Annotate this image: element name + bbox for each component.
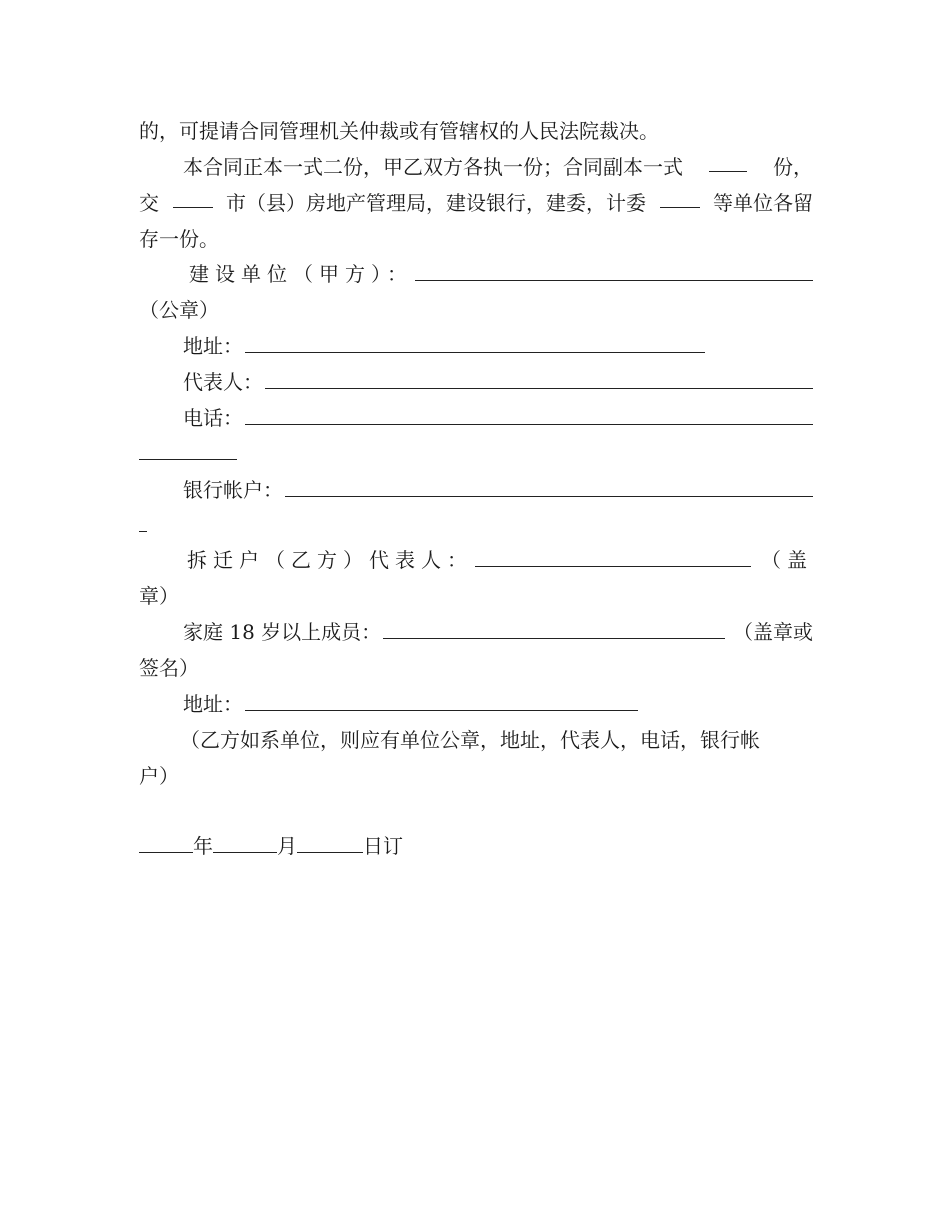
address-field[interactable] — [245, 688, 638, 711]
party-b-rep-row — [187, 542, 813, 578]
seal-text: （公章） — [139, 298, 219, 322]
copies-blank[interactable] — [709, 149, 747, 172]
day-field[interactable] — [297, 830, 363, 853]
party-b-address-row — [183, 686, 638, 722]
party-a-bank-row — [183, 472, 813, 508]
note-text: 户） — [139, 764, 179, 788]
seal-text: 签名） — [139, 656, 199, 680]
party-b-note — [180, 722, 813, 758]
members-seal — [139, 650, 813, 686]
members-field[interactable] — [383, 616, 725, 639]
rep-field[interactable] — [265, 366, 813, 389]
phone-field[interactable] — [245, 402, 813, 425]
party-a-label: 建设单位（甲方）： — [189, 262, 413, 286]
year-field[interactable] — [139, 830, 193, 853]
party-a-rep-row — [183, 364, 813, 400]
party-b-seal-text: （盖 — [761, 548, 813, 572]
month-label: 月 — [277, 834, 297, 858]
paragraph-text: 交 — [139, 191, 159, 215]
day-label: 日订 — [363, 834, 403, 858]
members-seal-text: （盖章或 — [733, 620, 813, 644]
paragraph-text: 市（县）房地产管理局，建设银行，建委，计委 — [226, 191, 646, 215]
phone-field-continuation[interactable] — [139, 459, 237, 460]
party-b-seal — [139, 578, 813, 614]
address-field[interactable] — [245, 330, 705, 353]
rep-label: 代表人： — [183, 370, 263, 394]
address-label: 地址： — [183, 692, 243, 716]
paragraph-line — [139, 221, 813, 257]
address-label: 地址： — [183, 334, 243, 358]
paragraph-text: 存一份。 — [139, 227, 219, 251]
party-a-address-row — [183, 328, 705, 364]
party-a-row — [189, 256, 813, 292]
seal-text: 章） — [139, 584, 179, 608]
city-blank[interactable] — [173, 185, 213, 208]
paragraph-text: 份， — [773, 155, 813, 179]
party-a-phone-row — [183, 400, 813, 436]
bank-field[interactable] — [285, 474, 813, 497]
bank-field-continuation[interactable] — [139, 531, 147, 532]
bank-label: 银行帐户： — [183, 478, 283, 502]
party-b-rep-field[interactable] — [475, 544, 751, 567]
paragraph-line — [183, 149, 813, 185]
party-a-seal — [139, 292, 813, 328]
paragraph-line — [139, 113, 813, 149]
members-label: 家庭 18 岁以上成员： — [183, 620, 382, 644]
party-b-note-end — [139, 758, 813, 794]
party-a-field[interactable] — [415, 258, 813, 281]
year-label: 年 — [193, 834, 213, 858]
party-b-rep-label: 拆迁户（乙方）代表人： — [187, 548, 473, 572]
paragraph-text: 等单位各留 — [713, 191, 813, 215]
note-text: （乙方如系单位，则应有单位公章，地址，代表人，电话，银行帐 — [180, 728, 760, 752]
date-row — [139, 828, 403, 864]
paragraph-line — [139, 185, 813, 221]
members-row — [183, 614, 813, 650]
unit-blank[interactable] — [660, 185, 700, 208]
month-field[interactable] — [213, 830, 277, 853]
paragraph-text: 本合同正本一式二份，甲乙双方各执一份；合同副本一式 — [183, 155, 683, 179]
paragraph-text: 的，可提请合同管理机关仲裁或有管辖权的人民法院裁决。 — [139, 119, 659, 143]
phone-label: 电话： — [183, 406, 243, 430]
